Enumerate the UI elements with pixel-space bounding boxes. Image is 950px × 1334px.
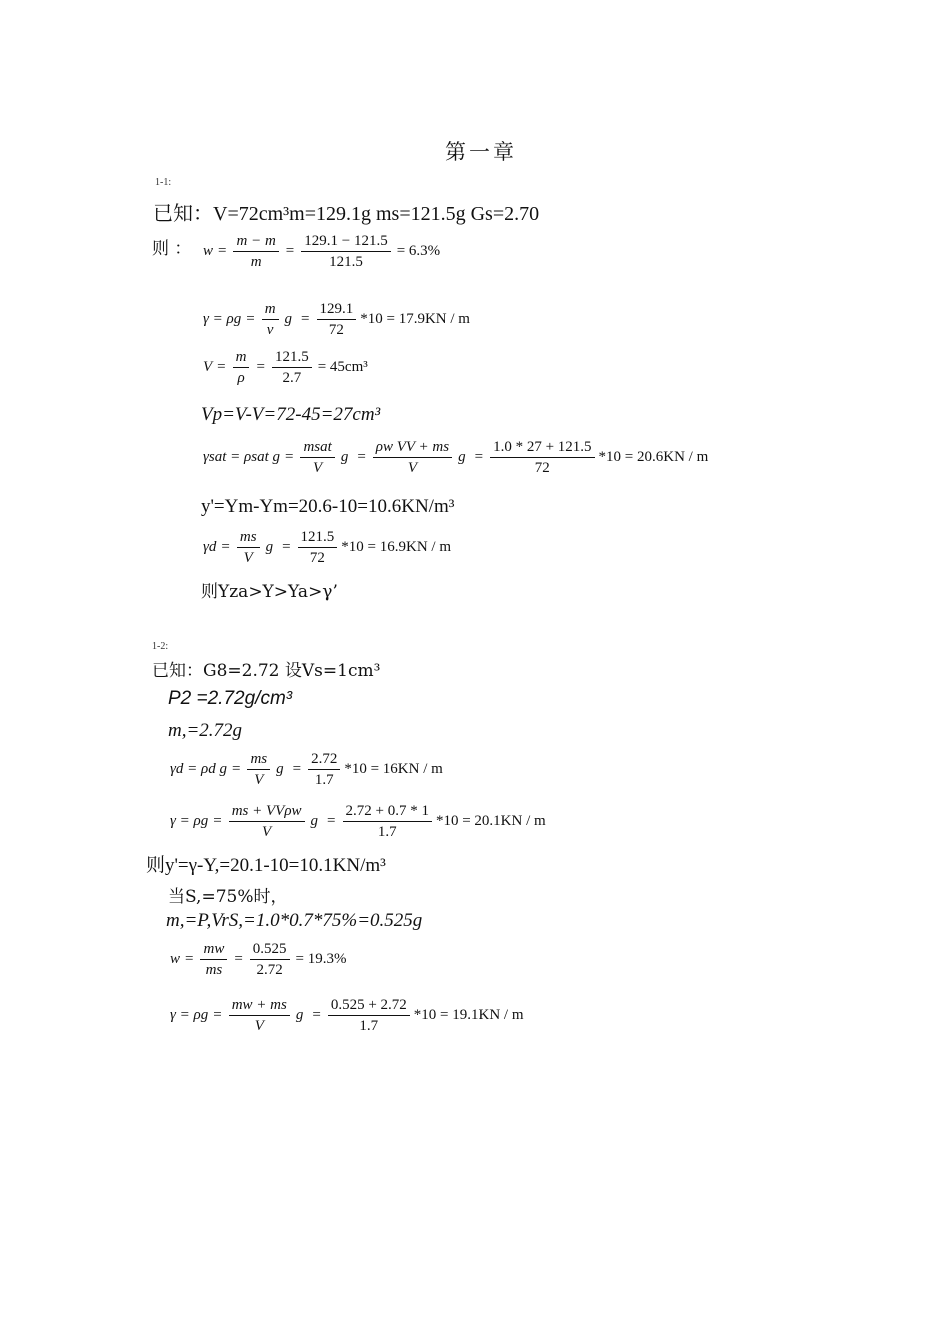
equation-solid-volume: V = $\frac{m}{\rho}$ = $\frac{121.5}{2.7}$ = 45cm³: [203, 349, 368, 386]
conclusion: 则Yza>Y>Ya>γ’: [201, 582, 338, 602]
buoyant-unit-weight-statement: 则y'=γ-Y,=20.1-10=10.1KN/m³: [146, 855, 386, 876]
given-statement: 已知：V=72cm³m=129.1g ms=121.5g Gs=2.70: [153, 203, 540, 225]
equation-unit-weight: γ = ρg = $\frac{\text{ms + VVρw}}{V}$ g = $\frac{2.72 + 0.7 * 1}{1.7}$ *10 = 20.1KN / m: [170, 803, 546, 840]
density-statement: P2 =2.72g/cm³: [168, 688, 293, 709]
given-statement: 已知：G8=2.72 设Vs=1cm³: [152, 661, 381, 681]
problem-label: 1-1:: [155, 177, 172, 188]
water-mass-statement: m,=P,VrS,=1.0*0.7*75%=0.525g: [166, 910, 423, 931]
condition-statement: 当S,=75%时，: [168, 887, 288, 907]
equation-void-volume: Vp=V-V=72-45=27cm³: [201, 404, 381, 425]
equation-saturated-unit-weight: γsat = ρsat g = $\frac{\text{msat}}{V}$ g = $\frac{\text{ρw VV + ms}}{V}$ g = $\frac{1.0 * 27 + 121.5}{72}$ *10 = 20.6KN / m: [203, 439, 709, 476]
equation-unit-weight: γ = ρg = $\frac{m}{v}$ g = $\frac{129.1}{72}$ *10 = 17.9KN / m: [203, 301, 470, 338]
page-title: 第一章: [445, 140, 517, 164]
equation-unit-weight-saturated-75: γ = ρg = $\frac{mw + ms}{V}$ g = $\frac{0.525 + 2.72}{1.7}$ *10 = 19.1KN / m: [170, 997, 524, 1034]
problem-label: 1-2:: [152, 641, 169, 652]
equation-dry-unit-weight: γd = $\frac{ms}{V}$ g = $\frac{121.5}{72}$ *10 = 16.9KN / m: [203, 529, 451, 566]
equation-buoyant-unit-weight: y'=Ym-Ym=20.6-10=10.6KN/m³: [201, 496, 455, 517]
mass-statement: m,=2.72g: [168, 720, 243, 741]
equation-water-content: w = $\frac{m - m}{m}$ = $\frac{129.1 - 121.5}{121.5}$ = 6.3%: [203, 233, 441, 270]
equation-dry-unit-weight: γd = ρd g = $\frac{ms}{V}$ g = $\frac{2.72}{1.7}$ *10 = 16KN / m: [170, 751, 443, 788]
then-label: 则 ：: [152, 239, 192, 259]
equation-water-content: w = $\frac{mw}{ms}$ = $\frac{0.525}{2.72}$ = 19.3%: [170, 941, 347, 978]
